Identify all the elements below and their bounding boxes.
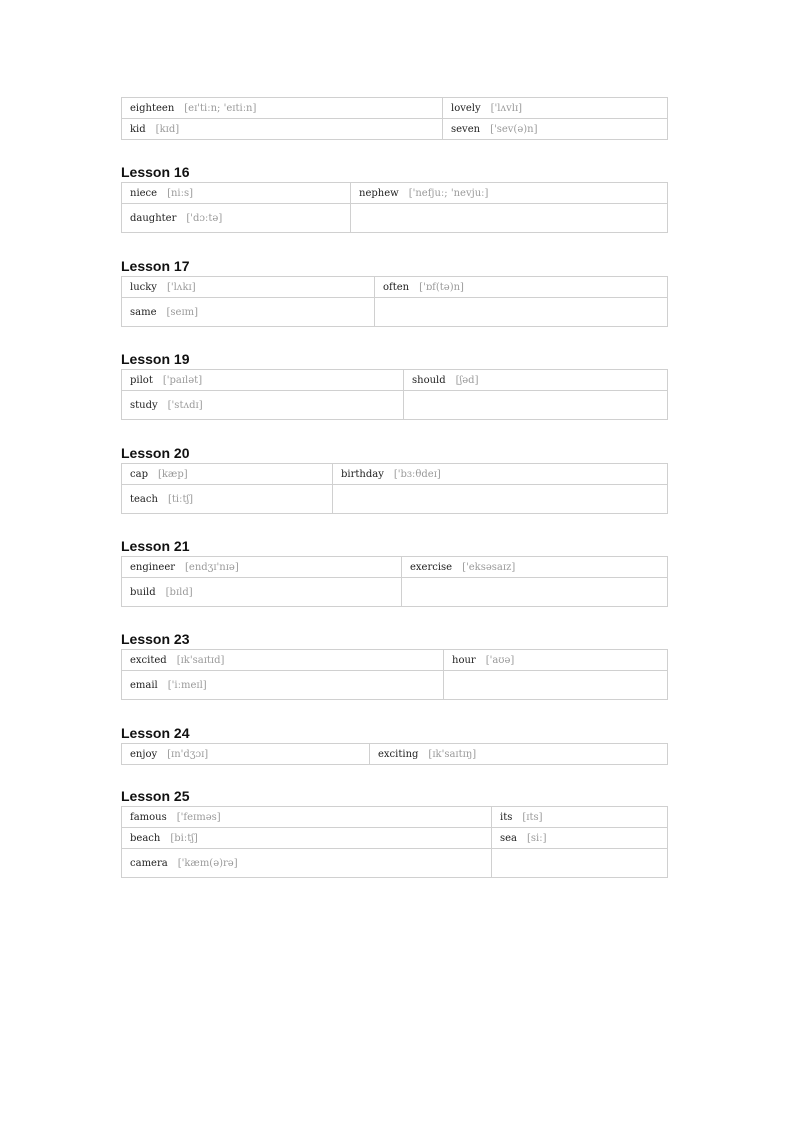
vocab-cell [122,370,404,391]
vocab-word: hour [452,654,476,666]
vocab-phonetic: ['dɔːtə] [186,212,223,224]
vocab-phonetic: ['iːmeɪl] [167,679,207,691]
vocab-cell [122,277,375,298]
lesson-heading: Lesson 19 [121,351,190,367]
vocab-phonetic: ['eksəsaɪz] [462,561,516,573]
vocab-word: sea [500,832,518,844]
table-row [122,849,668,878]
vocab-word: lucky [130,281,157,293]
vocab-word: beach [130,832,161,844]
vocab-phonetic: [endʒɪ'nɪə] [185,561,239,573]
vocab-word: camera [130,857,168,869]
vocab-table-lesson-23 [121,649,668,700]
vocab-cell [122,391,404,420]
vocab-phonetic: ['lʌkɪ] [166,281,196,293]
table-row [122,807,668,828]
vocab-phonetic: [ɪk'saɪtɪd] [176,654,225,666]
vocab-phonetic: ['bɜːθdeɪ] [393,468,441,480]
vocab-cell-empty [402,578,668,607]
lesson-heading: Lesson 21 [121,538,190,554]
vocab-cell-empty [351,204,668,233]
vocab-phonetic: [ʃəd] [455,374,479,386]
vocab-phonetic: ['sev(ə)n] [490,123,538,135]
table-row [122,277,668,298]
vocab-word: cap [130,468,148,480]
vocab-cell [122,204,351,233]
table-row [122,391,668,420]
vocab-cell [370,744,668,765]
vocab-phonetic: ['nefjuː; 'nevjuː] [408,187,489,199]
vocab-phonetic: [ɪn'dʒɔɪ] [167,748,209,760]
vocab-table-top [121,97,668,140]
table-row [122,119,668,140]
vocab-word: eighteen [130,102,175,114]
vocab-cell-empty [375,298,668,327]
table-row [122,204,668,233]
vocab-cell [122,298,375,327]
table-row [122,370,668,391]
vocab-word: daughter [130,212,177,224]
vocab-cell [122,183,351,204]
vocab-table-lesson-20 [121,463,668,514]
lesson-heading: Lesson 17 [121,258,190,274]
vocab-phonetic: ['ɒf(tə)n] [419,281,464,293]
vocab-phonetic: ['lʌvlɪ] [490,102,523,114]
vocab-cell [402,557,668,578]
vocab-cell [492,828,668,849]
lesson-heading: Lesson 20 [121,445,190,461]
vocab-table-lesson-17 [121,276,668,327]
vocab-cell [122,485,333,514]
vocab-phonetic: [kæp] [157,468,188,480]
table-row [122,464,668,485]
vocab-word: teach [130,493,158,505]
vocab-cell [122,578,402,607]
vocab-word: exciting [378,748,419,760]
vocab-phonetic: [biːtʃ] [170,832,198,844]
vocab-phonetic: [ɪk'saɪtɪŋ] [428,748,477,760]
vocab-word: excited [130,654,167,666]
table-row [122,744,668,765]
lesson-heading: Lesson 24 [121,725,190,741]
vocab-cell [122,119,443,140]
vocab-word: same [130,306,157,318]
vocab-cell-empty [333,485,668,514]
vocab-phonetic: ['aʊə] [485,654,515,666]
vocab-word: should [412,374,446,386]
vocab-cell-empty [404,391,668,420]
vocab-word: lovely [451,102,481,114]
vocab-phonetic: [siː] [527,832,547,844]
vocab-cell [122,828,492,849]
table-row [122,485,668,514]
vocab-phonetic: ['stʌdɪ] [167,399,203,411]
vocab-cell [443,119,668,140]
vocab-table-lesson-24 [121,743,668,765]
table-row [122,183,668,204]
vocab-cell [443,98,668,119]
vocab-phonetic: [niːs] [167,187,194,199]
table-row [122,671,668,700]
vocab-cell [333,464,668,485]
vocab-cell [122,557,402,578]
vocab-cell [122,671,444,700]
vocab-table-lesson-19 [121,369,668,420]
vocab-cell [492,807,668,828]
vocab-word: email [130,679,158,691]
table-row [122,650,668,671]
vocab-cell [122,849,492,878]
vocab-cell-empty [444,671,668,700]
vocab-word: birthday [341,468,384,480]
vocab-word: niece [130,187,158,199]
vocab-word: pilot [130,374,153,386]
vocab-phonetic: ['paɪlət] [162,374,203,386]
vocab-cell-empty [492,849,668,878]
vocab-word: study [130,399,158,411]
vocab-word: famous [130,811,167,823]
vocab-phonetic: [kɪd] [155,123,180,135]
vocab-cell [404,370,668,391]
vocab-cell [122,744,370,765]
table-row [122,557,668,578]
vocab-word: build [130,586,156,598]
lesson-heading: Lesson 16 [121,164,190,180]
vocab-cell [122,650,444,671]
lesson-heading: Lesson 23 [121,631,190,647]
vocab-phonetic: [eɪ'tiːn; 'eɪtiːn] [184,102,257,114]
vocab-cell [122,464,333,485]
table-row [122,98,668,119]
vocab-word: engineer [130,561,176,573]
vocab-phonetic: ['feɪməs] [176,811,221,823]
vocab-cell [444,650,668,671]
vocab-cell [351,183,668,204]
vocab-word: often [383,281,410,293]
vocab-cell [122,807,492,828]
lesson-heading: Lesson 25 [121,788,190,804]
vocab-phonetic: [ɪts] [522,811,543,823]
table-row [122,298,668,327]
vocab-word: seven [451,123,481,135]
vocab-cell [122,98,443,119]
table-row [122,578,668,607]
vocab-phonetic: [bɪld] [165,586,193,598]
vocab-word: exercise [410,561,453,573]
table-row [122,828,668,849]
vocab-phonetic: [tiːtʃ] [167,493,194,505]
vocab-table-lesson-25 [121,806,668,878]
vocab-word: its [500,811,513,823]
vocab-word: nephew [359,187,399,199]
vocab-table-lesson-16 [121,182,668,233]
vocab-word: enjoy [130,748,158,760]
vocab-word: kid [130,123,146,135]
vocab-cell [375,277,668,298]
vocab-phonetic: ['kæm(ə)rə] [177,857,238,869]
vocab-table-lesson-21 [121,556,668,607]
vocab-phonetic: [seɪm] [166,306,199,318]
